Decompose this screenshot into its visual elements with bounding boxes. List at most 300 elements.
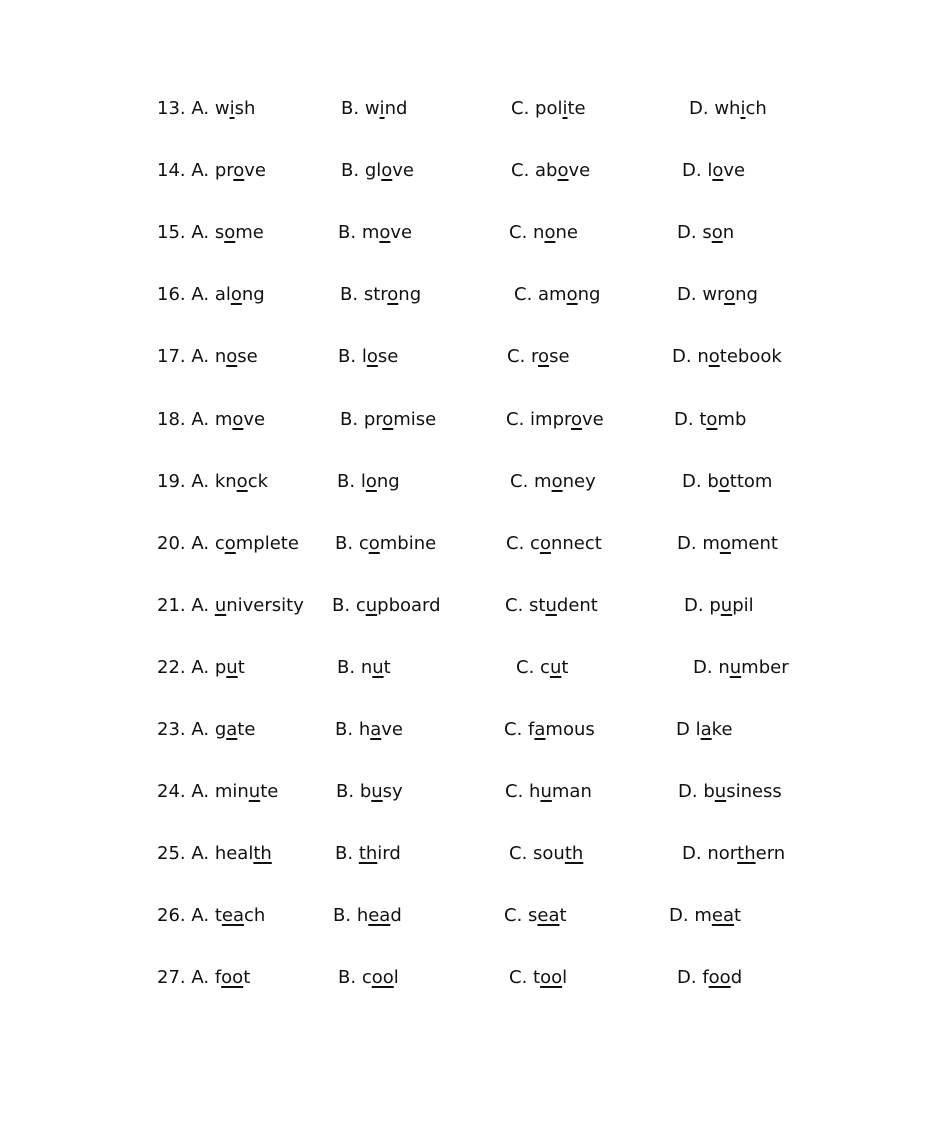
option-word bbox=[535, 98, 586, 119]
question-number: 26. bbox=[157, 905, 186, 927]
answer-option bbox=[340, 407, 436, 433]
option-word bbox=[699, 409, 746, 430]
option-letter: A. bbox=[191, 843, 210, 865]
underlined-letters: u bbox=[371, 781, 383, 803]
underlined-letters: i bbox=[562, 98, 568, 119]
question-row bbox=[0, 96, 950, 126]
question-number: 24. bbox=[157, 781, 186, 803]
question-row bbox=[0, 220, 950, 250]
option-word bbox=[540, 657, 568, 678]
question-row bbox=[0, 593, 950, 623]
answer-option bbox=[677, 965, 742, 991]
word-part: ern bbox=[755, 843, 786, 865]
word-part: te bbox=[237, 719, 256, 740]
answer-option bbox=[682, 158, 745, 184]
underlined-letters: o bbox=[233, 160, 245, 182]
word-part: s bbox=[702, 222, 712, 244]
option-letter: D bbox=[676, 719, 690, 740]
underlined-letters: o bbox=[236, 470, 248, 492]
word-part: f bbox=[702, 967, 709, 989]
underlined-letters: ea bbox=[537, 905, 560, 927]
word-part: ve bbox=[243, 408, 266, 430]
word-part: n bbox=[697, 346, 709, 368]
word-part: l bbox=[360, 470, 366, 492]
word-part: wr bbox=[702, 284, 725, 306]
word-part: m bbox=[214, 408, 233, 430]
question-number: 23. bbox=[157, 719, 186, 740]
underlined-letters: o bbox=[226, 346, 238, 368]
underlined-letters: ea bbox=[368, 905, 391, 927]
word-part: te bbox=[567, 98, 586, 119]
word-part: ck bbox=[247, 470, 269, 492]
option-letter: A. bbox=[191, 532, 210, 554]
answer-option bbox=[335, 717, 403, 743]
word-part: siness bbox=[726, 781, 782, 803]
answer-option bbox=[341, 158, 414, 184]
option-letter: C. bbox=[509, 967, 528, 989]
answer-option bbox=[157, 344, 258, 370]
word-part: m bbox=[702, 532, 720, 554]
option-word bbox=[362, 222, 412, 243]
option-word bbox=[533, 967, 567, 988]
option-word bbox=[714, 98, 766, 119]
option-word bbox=[365, 160, 414, 181]
answer-option bbox=[689, 96, 767, 122]
answer-option bbox=[509, 220, 578, 246]
word-part: r bbox=[531, 346, 539, 368]
word-part: ve bbox=[392, 160, 414, 182]
word-part: dent bbox=[556, 594, 598, 616]
answer-option bbox=[157, 717, 255, 743]
underlined-letters: u bbox=[372, 656, 384, 678]
answer-option bbox=[157, 158, 266, 184]
answer-option bbox=[677, 531, 778, 557]
option-word bbox=[215, 719, 256, 740]
answer-option bbox=[338, 965, 399, 991]
option-letter: C. bbox=[504, 905, 523, 927]
question-number: 14. bbox=[157, 160, 186, 182]
question-row bbox=[0, 158, 950, 188]
underlined-letters: a bbox=[700, 719, 712, 740]
option-word bbox=[702, 967, 742, 988]
underlined-letters: o bbox=[224, 532, 236, 554]
word-part: s bbox=[214, 222, 225, 244]
underlined-letters: th bbox=[564, 843, 584, 865]
underlined-letters: u bbox=[226, 656, 238, 678]
underlined-letters: th bbox=[253, 843, 272, 865]
answer-option bbox=[507, 344, 570, 370]
option-letter: D. bbox=[672, 346, 692, 368]
option-word bbox=[215, 533, 299, 554]
underlined-letters: th bbox=[358, 843, 378, 865]
option-word bbox=[359, 719, 403, 740]
option-word bbox=[215, 471, 268, 492]
option-word bbox=[707, 160, 745, 181]
option-word bbox=[707, 471, 772, 492]
option-letter: C. bbox=[507, 346, 526, 368]
word-part: am bbox=[538, 284, 567, 306]
option-word bbox=[361, 471, 400, 492]
answer-option bbox=[509, 841, 583, 867]
underlined-letters: u bbox=[549, 656, 562, 678]
answer-option bbox=[514, 282, 600, 308]
underlined-letters: u bbox=[545, 594, 557, 616]
option-letter: C. bbox=[511, 98, 530, 119]
word-part: pboard bbox=[377, 594, 441, 616]
option-letter: D. bbox=[689, 98, 709, 119]
word-part: g bbox=[214, 719, 227, 740]
option-letter: B. bbox=[336, 781, 355, 803]
option-word bbox=[534, 471, 596, 492]
underlined-letters: o bbox=[381, 160, 393, 182]
option-letter: A. bbox=[191, 781, 210, 803]
word-part: ng bbox=[577, 284, 601, 306]
underlined-letters: ea bbox=[221, 905, 244, 927]
word-part: st bbox=[529, 594, 546, 616]
word-part: f bbox=[528, 719, 535, 740]
option-letter: B. bbox=[341, 160, 360, 182]
underlined-letters: o bbox=[232, 408, 244, 430]
question-row bbox=[0, 965, 950, 995]
option-word bbox=[362, 967, 399, 988]
word-part: n bbox=[214, 346, 227, 368]
question-number: 19. bbox=[157, 470, 186, 492]
question-row bbox=[0, 655, 950, 685]
option-word bbox=[215, 160, 266, 181]
option-word bbox=[702, 284, 758, 305]
word-part: mous bbox=[545, 719, 595, 740]
word-part: w bbox=[214, 98, 230, 119]
option-word bbox=[535, 160, 590, 181]
underlined-letters: u bbox=[729, 656, 742, 678]
word-part: mise bbox=[393, 408, 437, 430]
question-row bbox=[0, 903, 950, 933]
option-letter: D. bbox=[677, 284, 697, 306]
answer-option bbox=[157, 282, 265, 308]
answer-option bbox=[157, 965, 250, 991]
word-part: t bbox=[733, 905, 742, 927]
option-word bbox=[703, 781, 781, 802]
underlined-letters: o bbox=[706, 408, 718, 430]
option-letter: B. bbox=[338, 222, 357, 244]
option-letter: D. bbox=[682, 470, 702, 492]
word-part: t bbox=[243, 967, 251, 989]
word-part: se bbox=[549, 346, 570, 368]
word-part: ment bbox=[730, 532, 778, 554]
answer-option bbox=[504, 903, 567, 929]
option-letter: A. bbox=[191, 719, 210, 740]
underlined-letters: o bbox=[557, 160, 569, 182]
underlined-letters: a bbox=[534, 719, 546, 740]
option-word bbox=[361, 657, 391, 678]
answer-option bbox=[509, 965, 567, 991]
option-letter: B. bbox=[338, 346, 357, 368]
word-part: h bbox=[529, 781, 541, 803]
option-letter: B. bbox=[340, 284, 359, 306]
option-letter: D. bbox=[677, 967, 697, 989]
option-word bbox=[215, 222, 264, 243]
underlined-letters: o bbox=[718, 470, 730, 492]
word-part: c bbox=[361, 967, 372, 989]
answer-option bbox=[157, 779, 278, 805]
underlined-letters: o bbox=[387, 284, 399, 306]
answer-option bbox=[506, 531, 602, 557]
question-number: 25. bbox=[157, 843, 186, 865]
underlined-letters: u bbox=[714, 781, 727, 803]
option-word bbox=[364, 284, 421, 305]
option-word bbox=[215, 346, 258, 367]
word-part: impr bbox=[530, 408, 571, 430]
word-part: ve bbox=[723, 160, 746, 182]
option-letter: B. bbox=[337, 656, 356, 678]
word-part: p bbox=[709, 594, 721, 616]
question-row bbox=[0, 469, 950, 499]
answer-option bbox=[516, 655, 568, 681]
underlined-letters: o bbox=[571, 408, 583, 430]
option-letter: B. bbox=[341, 98, 360, 119]
option-letter: A. bbox=[191, 160, 210, 182]
underlined-letters: u bbox=[720, 594, 733, 616]
question-row bbox=[0, 407, 950, 437]
question-row bbox=[0, 531, 950, 561]
word-part: nor bbox=[707, 843, 738, 865]
answer-option bbox=[157, 96, 255, 122]
option-letter: A. bbox=[191, 346, 210, 368]
option-letter: B. bbox=[332, 594, 351, 616]
option-letter: A. bbox=[191, 98, 210, 119]
underlined-letters: i bbox=[379, 98, 385, 119]
word-part: pol bbox=[535, 98, 563, 119]
option-word bbox=[709, 595, 753, 616]
option-letter: A. bbox=[191, 967, 210, 989]
word-part: ve bbox=[381, 719, 403, 740]
question-row bbox=[0, 717, 950, 747]
option-word bbox=[365, 98, 408, 119]
option-word bbox=[694, 905, 741, 926]
answer-option bbox=[332, 593, 441, 619]
word-part: b bbox=[707, 470, 719, 492]
word-part: nnect bbox=[550, 532, 602, 554]
question-row bbox=[0, 282, 950, 312]
answer-option bbox=[338, 344, 398, 370]
underlined-letters: o bbox=[230, 284, 242, 306]
option-word bbox=[529, 781, 592, 802]
question-number: 13. bbox=[157, 98, 186, 119]
option-word bbox=[529, 595, 598, 616]
word-part: f bbox=[214, 967, 222, 989]
underlined-letters: ea bbox=[711, 905, 734, 927]
word-part: se bbox=[237, 346, 258, 368]
word-part: ve bbox=[568, 160, 591, 182]
word-part: c bbox=[530, 532, 540, 554]
word-part: se bbox=[377, 346, 399, 368]
answer-option bbox=[157, 220, 264, 246]
option-letter: D. bbox=[682, 160, 702, 182]
answer-option bbox=[669, 903, 741, 929]
word-part: me bbox=[235, 222, 264, 244]
word-part: p bbox=[214, 656, 227, 678]
word-part: ab bbox=[535, 160, 558, 182]
option-letter: A. bbox=[191, 594, 210, 616]
underlined-letters: o bbox=[708, 346, 720, 368]
underlined-letters: o bbox=[712, 160, 724, 182]
word-part: ke bbox=[711, 719, 733, 740]
underlined-letters: o bbox=[382, 408, 394, 430]
underlined-letters: a bbox=[370, 719, 382, 740]
answer-option bbox=[674, 407, 746, 433]
option-word bbox=[357, 905, 402, 926]
underlined-letters: th bbox=[737, 843, 756, 865]
option-word bbox=[718, 657, 788, 678]
underlined-letters: o bbox=[379, 222, 391, 244]
option-word bbox=[707, 843, 785, 864]
word-part: heal bbox=[214, 843, 254, 865]
word-part: mbine bbox=[379, 532, 437, 554]
word-part: al bbox=[214, 284, 231, 306]
word-part: gl bbox=[364, 160, 382, 182]
word-part: sy bbox=[382, 781, 403, 803]
option-word bbox=[215, 409, 265, 430]
option-letter: D. bbox=[678, 781, 698, 803]
option-word bbox=[215, 657, 245, 678]
option-letter: C. bbox=[509, 843, 528, 865]
answer-option bbox=[693, 655, 789, 681]
word-part: s bbox=[528, 905, 538, 927]
option-letter: C. bbox=[514, 284, 533, 306]
option-letter: B. bbox=[340, 408, 359, 430]
answer-option bbox=[672, 344, 782, 370]
option-letter: C. bbox=[505, 594, 524, 616]
option-letter: A. bbox=[191, 656, 210, 678]
option-word bbox=[530, 533, 602, 554]
word-part: m bbox=[361, 222, 380, 244]
word-part: ng bbox=[735, 284, 758, 306]
option-letter: C. bbox=[506, 408, 525, 430]
option-letter: C. bbox=[510, 470, 529, 492]
question-number: 20. bbox=[157, 532, 186, 554]
answer-option bbox=[336, 779, 403, 805]
word-part: l bbox=[707, 160, 713, 182]
word-part: t bbox=[533, 967, 541, 989]
underlined-letters: oo bbox=[371, 967, 394, 989]
option-word bbox=[215, 905, 265, 926]
option-letter: C. bbox=[511, 160, 530, 182]
option-word bbox=[531, 346, 569, 367]
answer-option bbox=[505, 593, 598, 619]
option-letter: A. bbox=[191, 408, 210, 430]
word-part: l bbox=[695, 719, 701, 740]
word-part: ve bbox=[244, 160, 267, 182]
word-part: ng bbox=[241, 284, 265, 306]
word-part: ve bbox=[390, 222, 413, 244]
option-word bbox=[702, 533, 778, 554]
underlined-letters: o bbox=[711, 222, 723, 244]
word-part: t bbox=[559, 905, 567, 927]
underlined-letters: o bbox=[366, 346, 378, 368]
option-word bbox=[215, 595, 304, 616]
underlined-letters: u bbox=[540, 781, 552, 803]
word-part: ch bbox=[244, 905, 266, 927]
answer-option bbox=[682, 469, 772, 495]
answer-option bbox=[157, 593, 304, 619]
answer-option bbox=[337, 655, 391, 681]
word-part: mb bbox=[717, 408, 747, 430]
option-word bbox=[215, 843, 272, 864]
option-letter: D. bbox=[677, 222, 697, 244]
word-part: sh bbox=[234, 98, 256, 119]
option-word bbox=[528, 905, 567, 926]
word-part: tebook bbox=[719, 346, 782, 368]
answer-option bbox=[511, 96, 586, 122]
word-part: t bbox=[237, 656, 245, 678]
question-row bbox=[0, 344, 950, 374]
option-letter: C. bbox=[516, 656, 535, 678]
word-part: mplete bbox=[235, 532, 299, 554]
word-part: ch bbox=[745, 98, 767, 119]
question-row bbox=[0, 779, 950, 809]
underlined-letters: o bbox=[724, 284, 736, 306]
option-letter: A. bbox=[191, 470, 210, 492]
underlined-letters: i bbox=[229, 98, 235, 119]
option-letter: B. bbox=[335, 532, 354, 554]
option-letter: D. bbox=[693, 656, 713, 678]
word-part: b bbox=[703, 781, 715, 803]
word-part: d bbox=[730, 967, 743, 989]
option-letter: D. bbox=[669, 905, 689, 927]
answer-option bbox=[157, 655, 245, 681]
word-part: ney bbox=[562, 470, 596, 492]
answer-option bbox=[677, 282, 758, 308]
word-part: mber bbox=[741, 656, 789, 678]
option-word bbox=[356, 595, 441, 616]
word-part: l bbox=[393, 967, 399, 989]
underlined-letters: a bbox=[226, 719, 238, 740]
word-part: ng bbox=[398, 284, 422, 306]
answer-option bbox=[335, 841, 401, 867]
option-word bbox=[359, 843, 401, 864]
word-part: n bbox=[722, 222, 735, 244]
answer-option bbox=[157, 531, 299, 557]
word-part: m bbox=[694, 905, 712, 927]
answer-option bbox=[676, 717, 733, 743]
question-number: 21. bbox=[157, 594, 186, 616]
word-part: t bbox=[561, 656, 569, 678]
option-letter: D. bbox=[674, 408, 694, 430]
question-number: 22. bbox=[157, 656, 186, 678]
option-letter: D. bbox=[682, 843, 702, 865]
option-word bbox=[533, 843, 583, 864]
answer-option bbox=[506, 407, 604, 433]
word-part: c bbox=[355, 594, 366, 616]
question-number: 18. bbox=[157, 408, 186, 430]
word-part: n bbox=[718, 656, 730, 678]
word-part: t bbox=[699, 408, 707, 430]
answer-option bbox=[340, 282, 421, 308]
answer-option bbox=[504, 717, 595, 743]
word-part: n bbox=[533, 222, 545, 244]
word-part: t bbox=[214, 905, 222, 927]
word-part: c bbox=[540, 656, 550, 678]
answer-option bbox=[157, 903, 265, 929]
option-letter: A. bbox=[191, 284, 210, 306]
word-part: pr bbox=[214, 160, 234, 182]
option-letter: D. bbox=[677, 532, 697, 554]
option-letter: C. bbox=[506, 532, 525, 554]
word-part: pil bbox=[732, 594, 754, 616]
option-word bbox=[530, 409, 604, 430]
underlined-letters: o bbox=[368, 532, 380, 554]
option-letter: A. bbox=[191, 905, 210, 927]
